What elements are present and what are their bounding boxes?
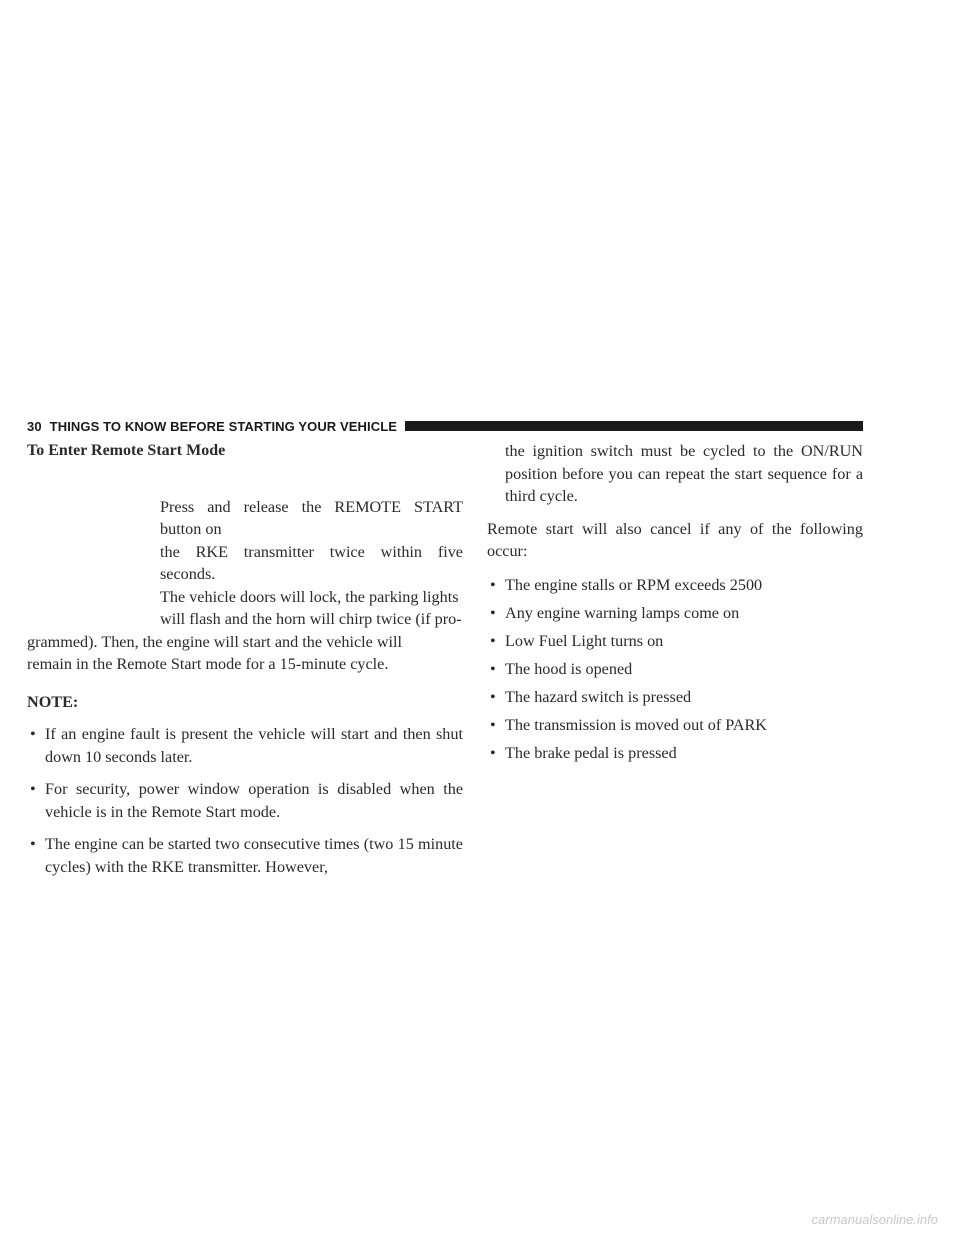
left-column xyxy=(27,440,463,888)
intro-line: Press and release the REMOTE START button on xyxy=(160,497,463,538)
intro-line: grammed). Then, the engine will start and the vehicle will xyxy=(27,632,403,651)
bullet-icon: • xyxy=(490,575,496,594)
cancel-paragraph: Remote start will also cancel if any of the following occur: xyxy=(487,519,863,560)
note-label: NOTE: xyxy=(27,692,79,711)
list-item: • The transmission is moved out of PARK xyxy=(487,714,863,737)
intro-line: The vehicle doors will lock, the parking lights xyxy=(160,587,459,606)
bullet-icon: • xyxy=(490,631,496,650)
list-item: • Low Fuel Light turns on xyxy=(487,630,863,653)
bullet-icon: • xyxy=(490,687,496,706)
intro-indented xyxy=(27,496,463,631)
list-item: • The hazard switch is pressed xyxy=(487,686,863,709)
header-rule xyxy=(405,421,863,431)
intro-full xyxy=(27,631,463,676)
list-item: • The hood is opened xyxy=(487,658,863,681)
right-column xyxy=(487,440,863,770)
cancel-list xyxy=(487,574,863,765)
page-number: 30 xyxy=(27,418,42,434)
bullet-icon: • xyxy=(490,715,496,734)
list-item: • The engine stalls or RPM exceeds 2500 xyxy=(487,574,863,597)
note-list xyxy=(27,723,463,878)
bullet-icon: • xyxy=(490,659,496,678)
list-item: • For security, power window operation is disabled when the vehicle is in the Remote Start mode. xyxy=(30,780,463,821)
section-title: THINGS TO KNOW BEFORE STARTING YOUR VEHICLE xyxy=(49,418,398,434)
intro-line: the RKE transmitter twice within five seconds. xyxy=(160,542,463,583)
list-item: • The engine can be started two consecutive times (two 15 minute cycles) with the RKE transmitter. However, xyxy=(30,835,463,876)
bullet-icon: • xyxy=(30,780,36,798)
section-heading: To Enter Remote Start Mode xyxy=(27,442,226,459)
intro-line: will flash and the horn will chirp twice (if pro- xyxy=(160,610,462,628)
bullet-icon: • xyxy=(30,835,36,853)
watermark: carmanualsonline.info xyxy=(811,1212,938,1227)
list-item: • If an engine fault is present the vehicle will start and then shut down 10 seconds later. xyxy=(30,725,463,766)
list-item: • Any engine warning lamps come on xyxy=(487,602,863,625)
bullet-icon: • xyxy=(30,725,36,743)
intro-line: remain in the Remote Start mode for a 15-minute cycle. xyxy=(27,655,389,673)
page-header xyxy=(27,417,863,435)
list-item: • The brake pedal is pressed xyxy=(487,742,863,765)
bullet-icon: • xyxy=(490,744,496,763)
bullet-icon: • xyxy=(490,603,496,622)
continuation-text: the ignition switch must be cycled to the ON/RUN position before you can repeat the start sequence for a third cycle. xyxy=(505,442,863,505)
